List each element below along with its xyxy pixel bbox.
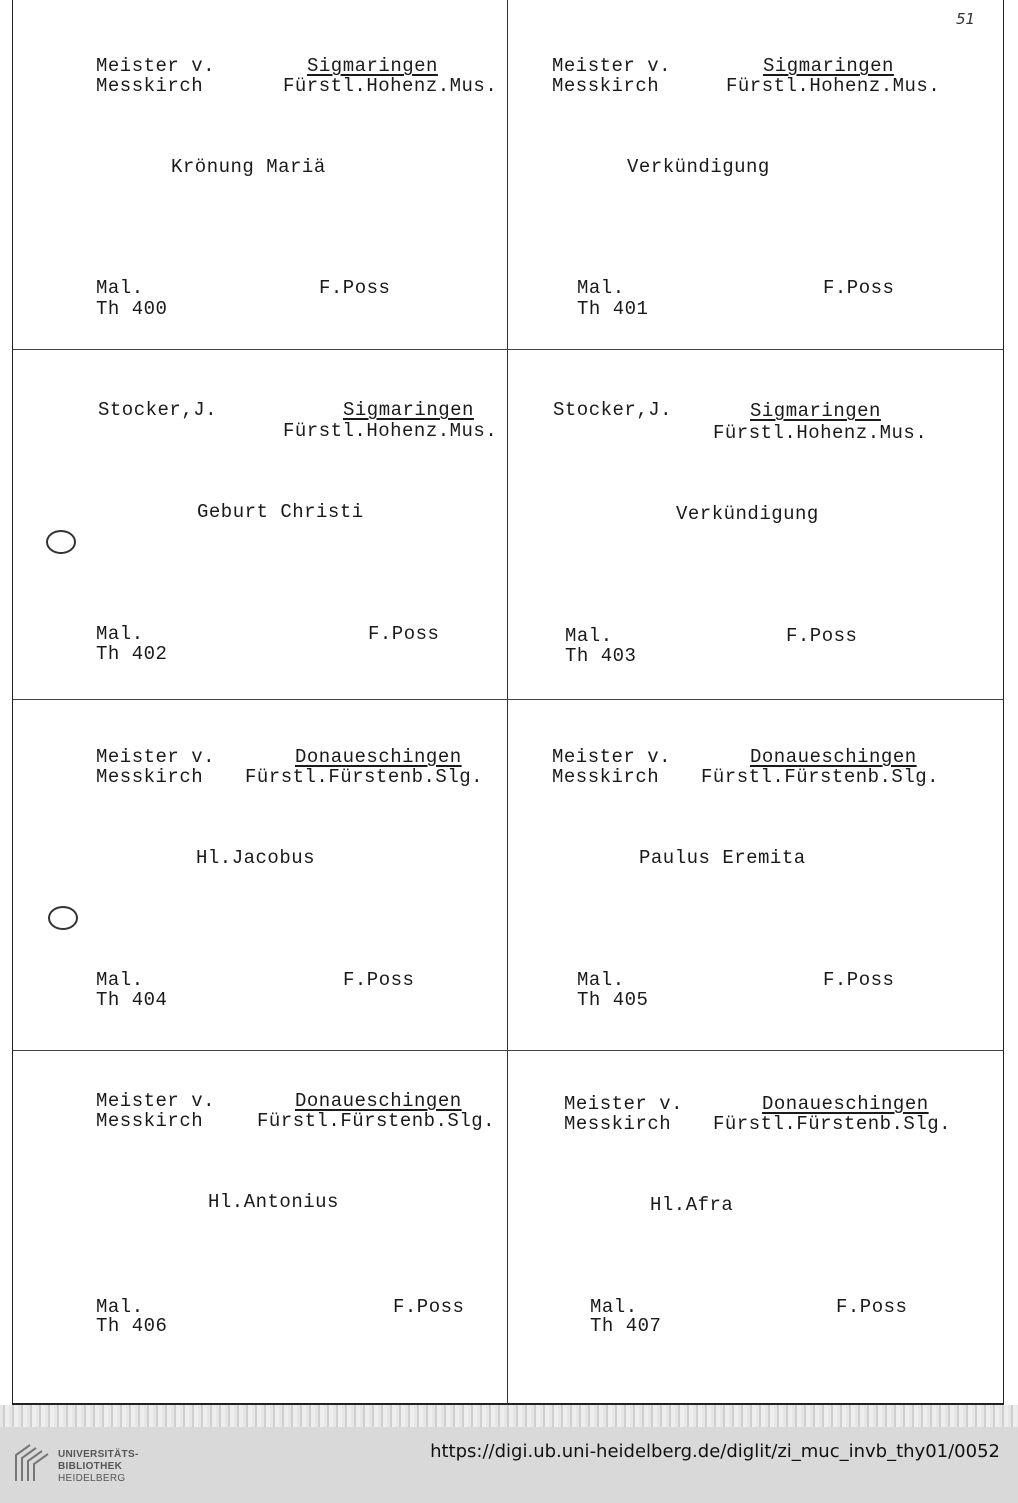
card-collection: Fürstl.Hohenz.Mus. <box>283 420 498 442</box>
card-artist-line2: Messkirch <box>96 1110 204 1132</box>
card-medium: Mal. <box>565 625 613 647</box>
card-collection: Fürstl.Hohenz.Mus. <box>283 75 498 97</box>
card-sheet <box>12 0 1004 1405</box>
card-artist-line1: Meister v. <box>552 746 672 768</box>
card-number: Th 401 <box>577 298 649 320</box>
card-photographer: F.Poss <box>823 969 895 991</box>
catalog-card <box>508 700 1002 1050</box>
card-number: Th 406 <box>96 1315 168 1337</box>
card-medium: Mal. <box>96 969 144 991</box>
card-collection: Fürstl.Fürstenb.Slg. <box>701 766 940 788</box>
card-number: Th 404 <box>96 989 168 1011</box>
card-title: Verkündigung <box>627 156 770 178</box>
card-number: Th 405 <box>577 989 649 1011</box>
card-photographer: F.Poss <box>836 1296 908 1318</box>
card-photographer: F.Poss <box>393 1296 465 1318</box>
card-city: Donaueschingen <box>295 1090 462 1112</box>
card-collection: Fürstl.Fürstenb.Slg. <box>257 1110 496 1132</box>
card-city: Sigmaringen <box>343 399 474 421</box>
card-artist-line2: Messkirch <box>564 1113 672 1135</box>
card-artist-line2: Messkirch <box>552 766 660 788</box>
card-title: Paulus Eremita <box>639 847 806 869</box>
permalink-url[interactable]: https://digi.ub.uni-heidelberg.de/diglit/zi_muc_invb_thy01/0052 <box>430 1441 1000 1462</box>
card-collection: Fürstl.Hohenz.Mus. <box>726 75 941 97</box>
logo-text-line3: HEIDELBERG <box>58 1473 126 1484</box>
card-photographer: F.Poss <box>368 623 440 645</box>
card-medium: Mal. <box>577 969 625 991</box>
punch-hole <box>48 906 78 930</box>
card-title: Krönung Mariä <box>171 156 326 178</box>
card-title: Verkündigung <box>676 503 819 525</box>
card-city: Sigmaringen <box>307 55 438 77</box>
card-title: Geburt Christi <box>197 501 364 523</box>
card-medium: Mal. <box>96 1296 144 1318</box>
card-medium: Mal. <box>96 277 144 299</box>
card-city: Donaueschingen <box>295 746 462 768</box>
card-artist-line2: Messkirch <box>96 766 204 788</box>
card-collection: Fürstl.Hohenz.Mus. <box>713 422 928 444</box>
card-title: Hl.Jacobus <box>196 847 316 869</box>
catalog-card <box>13 350 507 700</box>
card-artist-line1: Meister v. <box>552 55 672 77</box>
card-photographer: F.Poss <box>319 277 391 299</box>
card-artist-line2: Messkirch <box>96 75 204 97</box>
catalog-card <box>508 1051 1002 1401</box>
card-number: Th 402 <box>96 643 168 665</box>
catalog-card <box>508 0 1002 350</box>
card-city: Donaueschingen <box>750 746 917 768</box>
logo-text-line1: UNIVERSITÄTS- <box>58 1449 139 1460</box>
card-city: Sigmaringen <box>750 400 881 422</box>
card-medium: Mal. <box>96 623 144 645</box>
card-medium: Mal. <box>590 1296 638 1318</box>
catalog-card <box>508 350 1002 700</box>
card-artist-line2: Messkirch <box>552 75 660 97</box>
card-artist-line1: Meister v. <box>564 1093 684 1115</box>
card-title: Hl.Afra <box>650 1194 734 1216</box>
card-photographer: F.Poss <box>786 625 858 647</box>
card-city: Sigmaringen <box>763 55 894 77</box>
card-medium: Mal. <box>577 277 625 299</box>
card-title: Hl.Antonius <box>208 1191 339 1213</box>
catalog-card <box>13 0 507 350</box>
card-collection: Fürstl.Fürstenb.Slg. <box>245 766 484 788</box>
card-number: Th 407 <box>590 1315 662 1337</box>
card-artist-line1: Meister v. <box>96 55 216 77</box>
card-photographer: F.Poss <box>823 277 895 299</box>
card-number: Th 403 <box>565 645 637 667</box>
card-number: Th 400 <box>96 298 168 320</box>
card-artist-line1: Meister v. <box>96 746 216 768</box>
page-number: 51 <box>956 10 976 28</box>
library-footer <box>0 1427 1018 1503</box>
card-collection: Fürstl.Fürstenb.Slg. <box>713 1113 952 1135</box>
card-photographer: F.Poss <box>343 969 415 991</box>
card-artist-line1: Stocker,J. <box>98 399 218 421</box>
card-artist-line1: Meister v. <box>96 1090 216 1112</box>
punch-hole <box>46 530 76 554</box>
card-artist-line1: Stocker,J. <box>553 399 673 421</box>
library-logo-icon <box>12 1441 52 1485</box>
catalog-card <box>13 1051 507 1401</box>
logo-text-line2: BIBLIOTHEK <box>58 1461 123 1472</box>
scan-edge-strip <box>0 1405 1018 1427</box>
card-city: Donaueschingen <box>762 1093 929 1115</box>
catalog-card <box>13 700 507 1050</box>
